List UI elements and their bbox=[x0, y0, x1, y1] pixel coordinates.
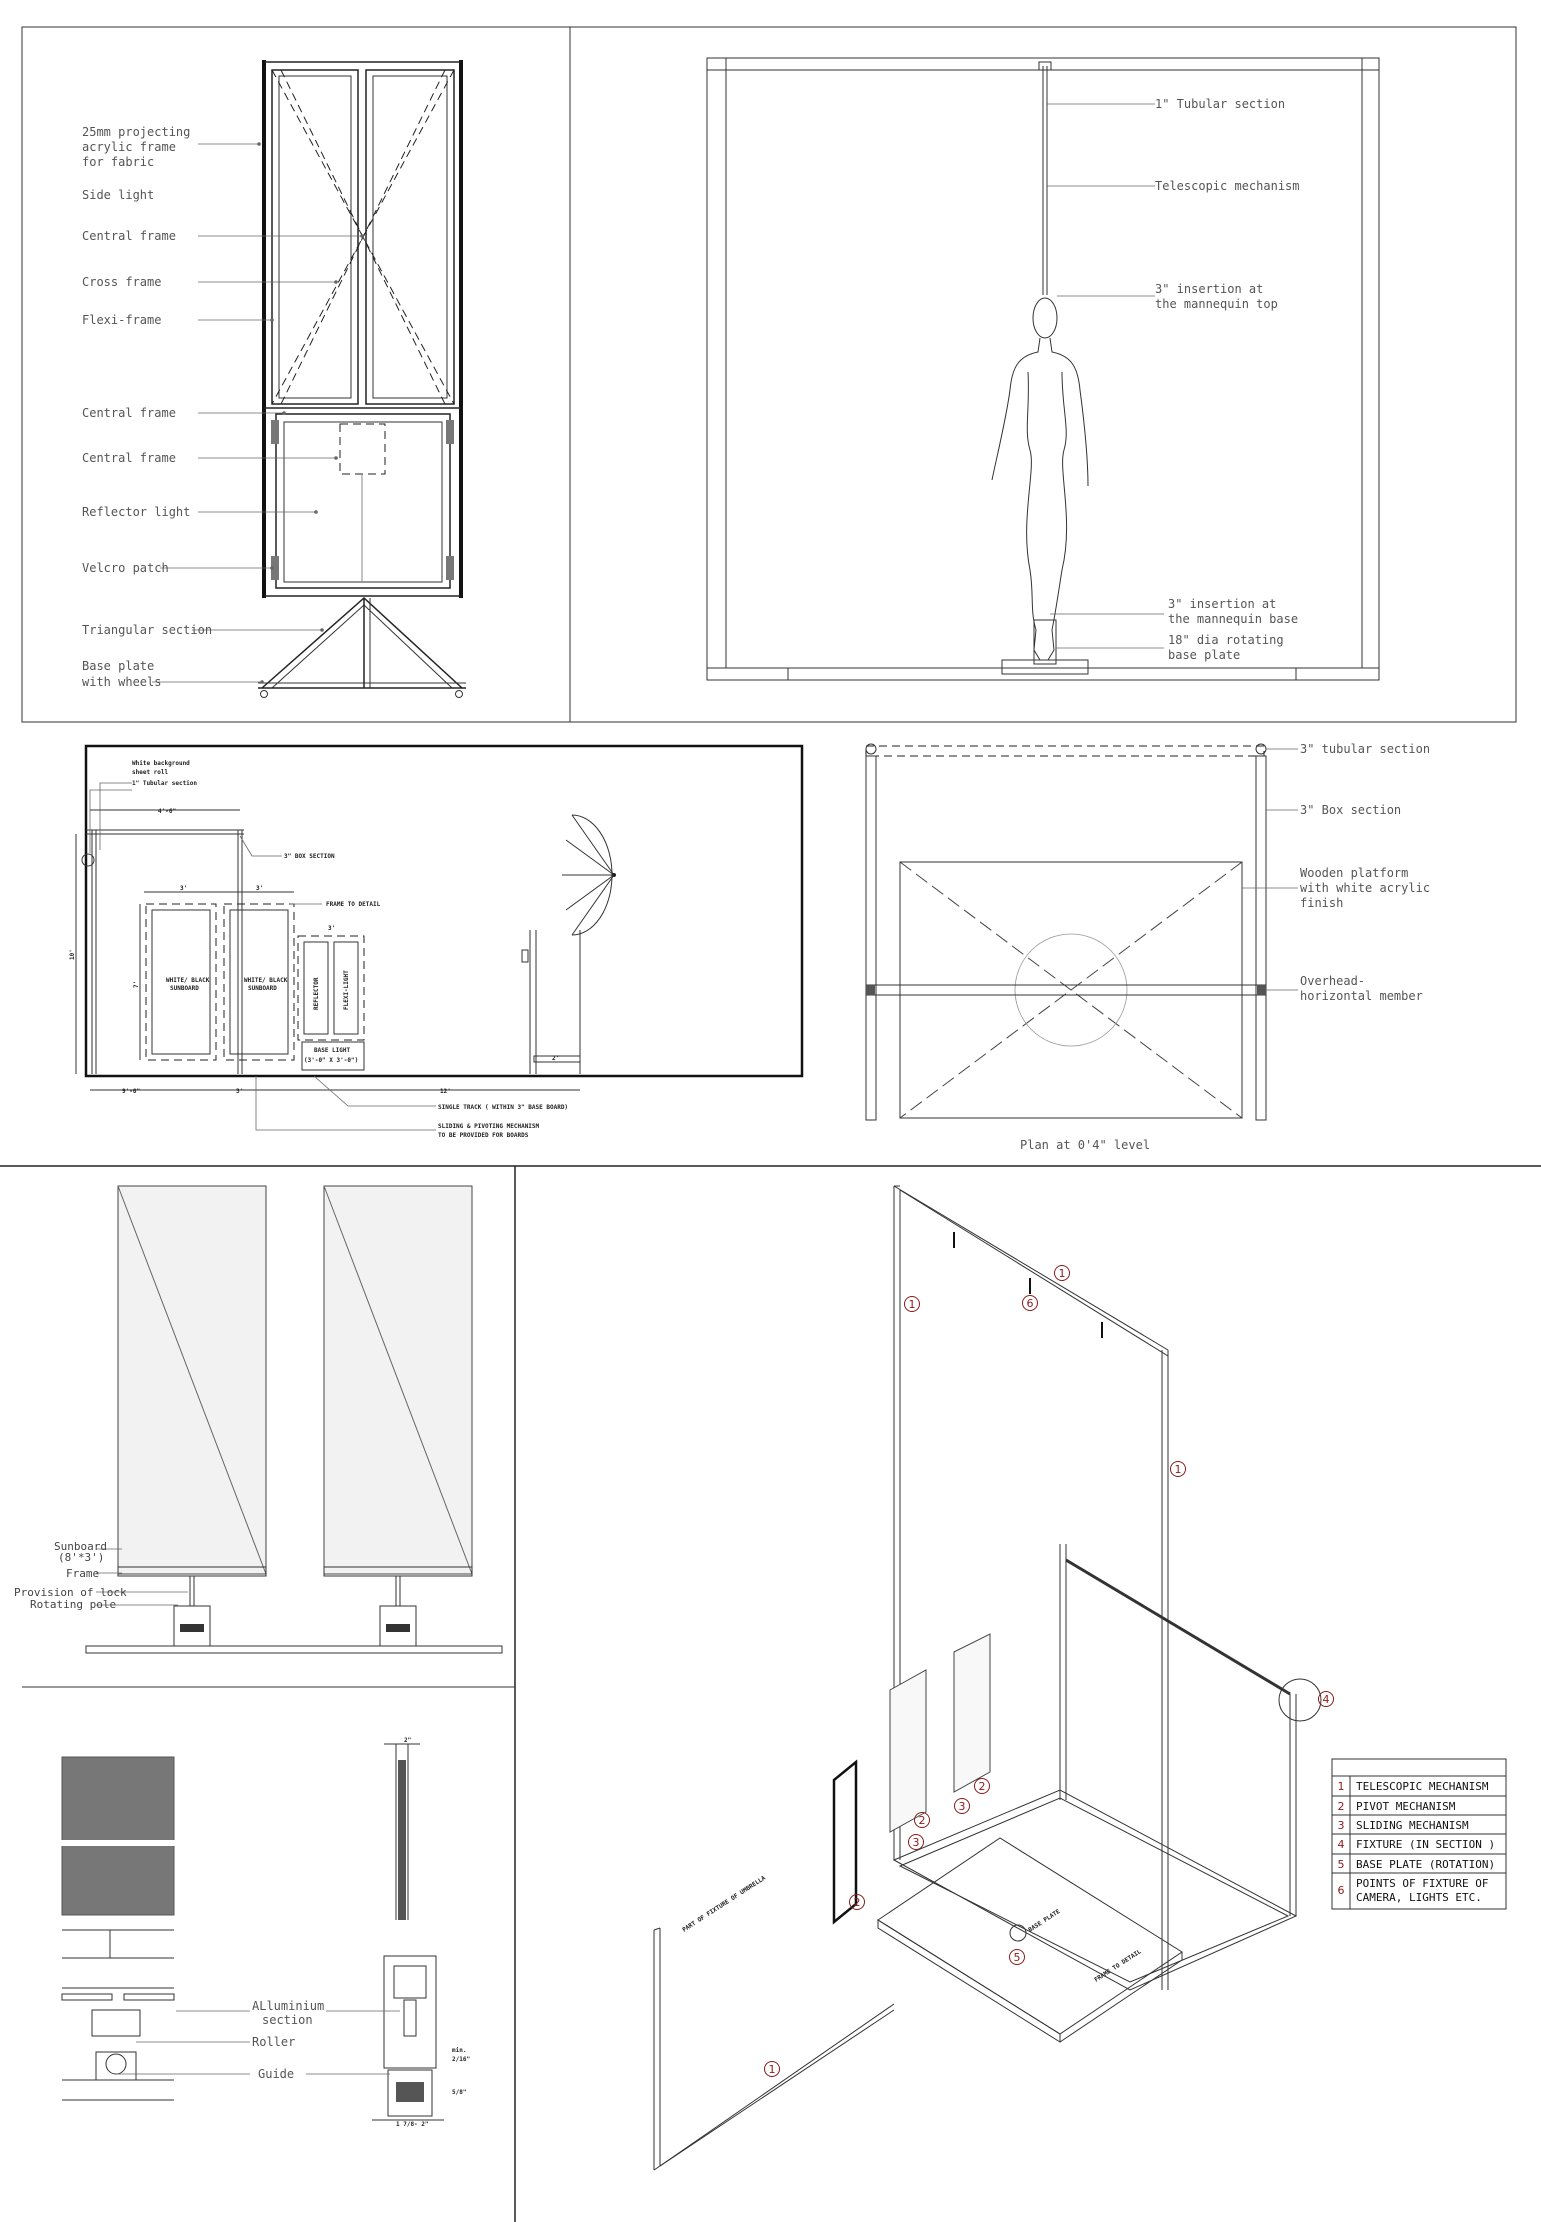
elevation-note: TO BE PROVIDED FOR BOARDS bbox=[438, 1132, 529, 1139]
base-plate-label: with wheels bbox=[82, 675, 162, 689]
plan-label: with white acrylic bbox=[1300, 881, 1431, 895]
track-dim: 2" bbox=[404, 1737, 412, 1744]
elevation-note: 1" Tubular section bbox=[132, 780, 198, 787]
central-frame-label: Central frame bbox=[82, 406, 176, 420]
mannequin-label: the mannequin top bbox=[1155, 297, 1278, 311]
elevation-dim: 12' bbox=[440, 1088, 451, 1095]
elevation-dim: 3' bbox=[236, 1088, 244, 1095]
legend-num: 2 bbox=[1337, 1800, 1345, 1813]
central-frame-label: Central frame bbox=[82, 229, 176, 243]
legend-text: POINTS OF FIXTURE OF bbox=[1356, 1877, 1489, 1890]
studio-plan bbox=[866, 742, 1430, 1152]
elevation-note: 3" BOX SECTION bbox=[284, 853, 335, 860]
plan-caption: Plan at 0'4" level bbox=[1020, 1138, 1151, 1152]
fabric-frame-label: for fabric bbox=[82, 155, 155, 169]
legend-text: PIVOT MECHANISM bbox=[1356, 1800, 1456, 1813]
mannequin-label: 1" Tubular section bbox=[1155, 97, 1286, 111]
legend-text: BASE PLATE (ROTATION) bbox=[1356, 1858, 1496, 1871]
triangular-section-label: Triangular section bbox=[82, 623, 213, 637]
legend-text: SLIDING MECHANISM bbox=[1356, 1819, 1469, 1832]
legend-text: TELESCOPIC MECHANISM bbox=[1356, 1780, 1489, 1793]
mannequin-label: base plate bbox=[1168, 648, 1241, 662]
legend-num: 6 bbox=[1337, 1884, 1345, 1897]
callout-2: 2 bbox=[853, 1896, 861, 1909]
reflector-label: REFLECTOR bbox=[313, 977, 320, 1010]
mannequin-label: the mannequin base bbox=[1168, 612, 1299, 626]
callout-3: 3 bbox=[912, 1836, 920, 1849]
side-light-label: Side light bbox=[82, 188, 155, 202]
track-dim: 1 7/8- 2" bbox=[396, 2121, 429, 2128]
fabric-frame-label: acrylic frame bbox=[82, 140, 176, 154]
elevation-dim: 4'-6" bbox=[158, 808, 177, 815]
callout-2: 2 bbox=[918, 1814, 926, 1827]
callout-3: 3 bbox=[958, 1800, 966, 1813]
callout-2: 2 bbox=[978, 1780, 986, 1793]
legend-num: 5 bbox=[1337, 1858, 1345, 1871]
elevation-dim: 7' bbox=[133, 980, 140, 988]
track-dim: 2/16" bbox=[452, 2056, 471, 2063]
track-label: Roller bbox=[252, 2035, 296, 2049]
sunboard-label: (8'*3') bbox=[58, 1551, 105, 1564]
mannequin-elevation bbox=[707, 58, 1379, 680]
plan-label: Wooden platform bbox=[1300, 866, 1409, 880]
central-frame-label: Central frame bbox=[82, 451, 176, 465]
fabric-frame-elevation bbox=[82, 60, 466, 698]
sunboard-label: Rotating pole bbox=[30, 1598, 117, 1611]
plan-label: horizontal member bbox=[1300, 989, 1423, 1003]
elevation-note: sheet roll bbox=[132, 769, 169, 776]
callout-1: 1 bbox=[1058, 1267, 1066, 1280]
legend-text: FIXTURE (IN SECTION ) bbox=[1356, 1838, 1496, 1851]
mannequin-label: Telescopic mechanism bbox=[1155, 179, 1300, 193]
mannequin-label: 18" dia rotating bbox=[1168, 633, 1284, 647]
iso-note: PART OF FIXTURE OF UMBRELLA bbox=[681, 1874, 767, 1934]
callout-6: 6 bbox=[1026, 1297, 1034, 1310]
sunboard-label: Frame bbox=[66, 1567, 100, 1580]
base-light-label: (3'-0" X 3'-0") bbox=[304, 1057, 359, 1064]
sunboard-label: SUNBOARD bbox=[248, 985, 277, 992]
sunboard-label: SUNBOARD bbox=[170, 985, 199, 992]
callout-1: 1 bbox=[768, 2063, 776, 2076]
cross-frame-label: Cross frame bbox=[82, 275, 162, 289]
elevation-dim: 2' bbox=[552, 1055, 560, 1062]
reflector-light-label: Reflector light bbox=[82, 505, 191, 519]
legend-num: 4 bbox=[1337, 1838, 1345, 1851]
fabric-frame-label: 25mm projecting bbox=[82, 125, 191, 139]
legend-num: 1 bbox=[1337, 1780, 1345, 1793]
elevation-dim: 3' bbox=[180, 885, 188, 892]
elevation-note: SINGLE TRACK ( WITHIN 3" BASE BOARD) bbox=[438, 1104, 569, 1111]
legend-num: 3 bbox=[1337, 1819, 1345, 1832]
iso-note: BASE PLATE bbox=[1027, 1908, 1062, 1934]
elevation-dim: 10' bbox=[69, 949, 76, 960]
plan-label: finish bbox=[1300, 896, 1344, 910]
legend-table bbox=[1332, 1759, 1506, 1909]
elevation-note: White background bbox=[132, 760, 190, 767]
track-detail bbox=[54, 1737, 470, 2128]
flexi-frame-label: Flexi-frame bbox=[82, 313, 162, 327]
track-label: ALluminium bbox=[252, 1999, 325, 2013]
elevation-note: SLIDING & PIVOTING MECHANISM bbox=[438, 1123, 540, 1130]
plan-label: Overhead- bbox=[1300, 974, 1366, 988]
flexi-light-label: FLEXI-LIGHT bbox=[343, 970, 350, 1010]
isometric-view bbox=[654, 1186, 1334, 2170]
elevation-dim: 9'-0" bbox=[122, 1088, 141, 1095]
velcro-patch-label: Velcro patch bbox=[82, 561, 169, 575]
base-light-label: BASE LIGHT bbox=[314, 1047, 351, 1054]
callout-4: 4 bbox=[1322, 1693, 1330, 1706]
plan-label: 3" tubular section bbox=[1300, 742, 1431, 756]
iso-note: FRAME TO DETAIL bbox=[1093, 1948, 1143, 1984]
track-dim: min. bbox=[452, 2047, 467, 2054]
legend-text: CAMERA, LIGHTS ETC. bbox=[1356, 1891, 1482, 1904]
track-dim: 5/8" bbox=[452, 2089, 467, 2096]
sunboard-label: WHITE/ BLACK bbox=[166, 977, 210, 984]
track-label: section bbox=[262, 2013, 313, 2027]
sunboard-label: Provision of lock bbox=[14, 1586, 127, 1599]
elevation-dim: 3' bbox=[328, 925, 336, 932]
sunboard-label: WHITE/ BLACK bbox=[244, 977, 288, 984]
studio-elevation bbox=[69, 746, 802, 1139]
track-label: Guide bbox=[258, 2067, 295, 2081]
callout-5: 5 bbox=[1013, 1951, 1021, 1964]
callout-1: 1 bbox=[908, 1298, 916, 1311]
mannequin-label: 3" insertion at bbox=[1155, 282, 1264, 296]
elevation-dim: 3' bbox=[256, 885, 264, 892]
sunboard-label: Sunboard bbox=[54, 1540, 107, 1553]
mannequin-label: 3" insertion at bbox=[1168, 597, 1277, 611]
panel-borders bbox=[0, 27, 1541, 2222]
callout-1: 1 bbox=[1174, 1463, 1182, 1476]
sunboard-elevation bbox=[14, 1186, 502, 1653]
base-plate-label: Base plate bbox=[82, 659, 155, 673]
plan-label: 3" Box section bbox=[1300, 803, 1402, 817]
elevation-note: FRAME TO DETAIL bbox=[326, 901, 381, 908]
